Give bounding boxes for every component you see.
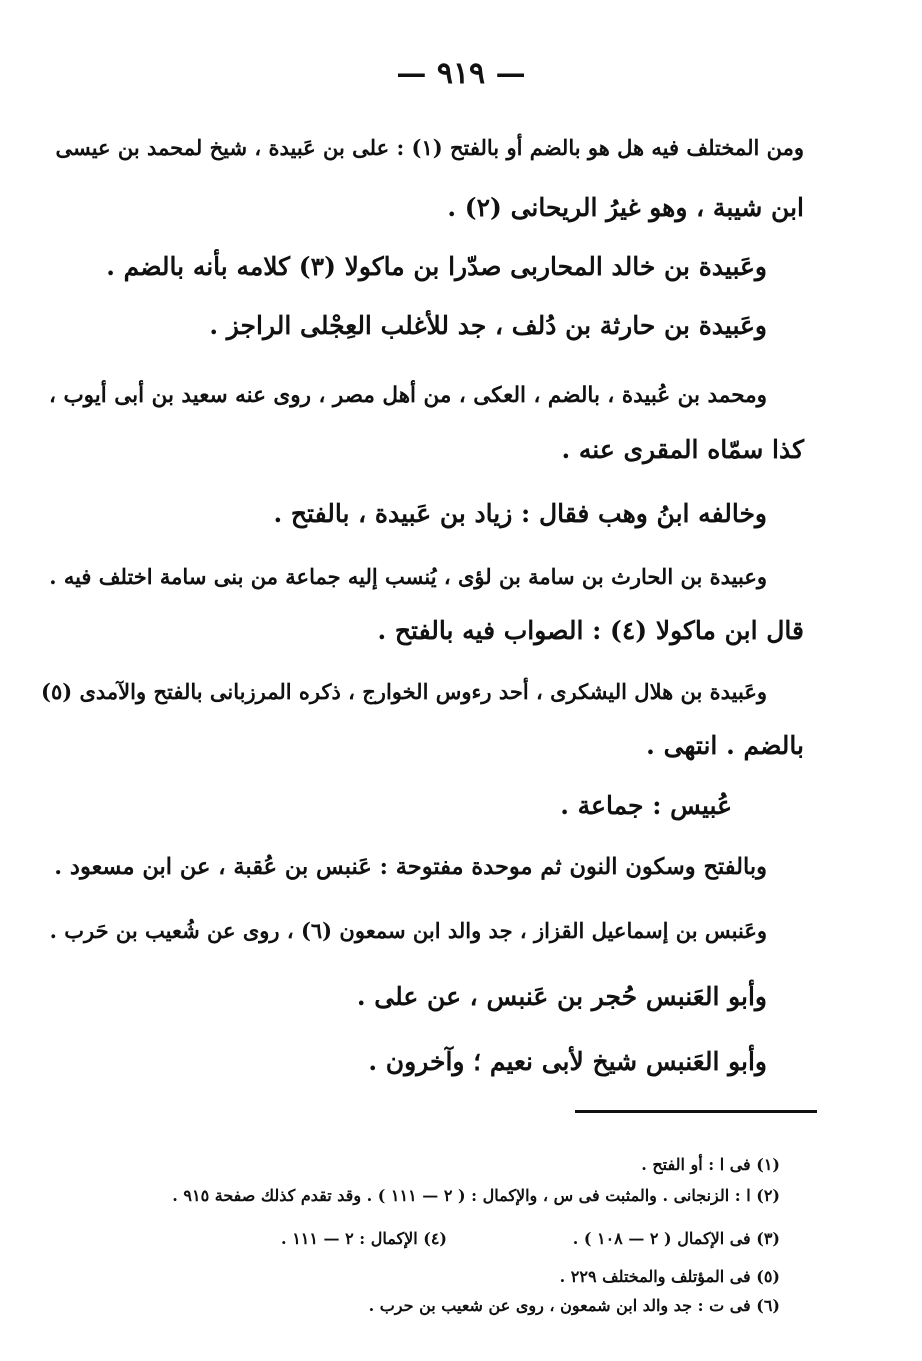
text-line: قال ابن ماكولا (٤) : الصواب فيه بالفتح . (377, 616, 804, 645)
text-line: عُبيس : جماعة . (560, 791, 732, 820)
text-line: وعَنبس بن إسماعيل القزاز ، جد والد ابن سمعون (٦) ، روى عن شُعيب بن حَرب . (49, 918, 767, 943)
footnote: (٤) الإكمال : ٢ — ١١١ . (281, 1229, 447, 1248)
text-line: وبالفتح وسكون النون ثم موحدة مفتوحة : عَنبس بن عُقبة ، عن ابن مسعود . (54, 854, 767, 880)
text-line: وأبو العَنبس شيخ لأبى نعيم ؛ وآخرون . (368, 1047, 767, 1076)
text-line: كذا سمّاه المقرى عنه . (561, 435, 804, 464)
text-line: بالضم . انتهى . (646, 731, 804, 760)
text-line: وعَبيدة بن حارثة بن دُلف ، جد للأغلب العِجْلى الراجز . (209, 311, 767, 340)
text-line: وأبو العَنبس حُجر بن عَنبس ، عن على . (356, 982, 767, 1011)
footnote: (٥) فى المؤتلف والمختلف ٢٢٩ . (559, 1267, 780, 1286)
footnote-separator (575, 1110, 817, 1113)
footnote: (١) فى ا : أو الفتح . (641, 1155, 780, 1174)
text-line: ابن شيبة ، وهو غيرُ الريحانى (٢) . (447, 193, 804, 222)
footnote: (٦) فى ت : جد والد ابن شمعون ، روى عن شعيب بن حرب . (368, 1296, 780, 1315)
text-line: وخالفه ابنُ وهب فقال : زياد بن عَبيدة ، بالفتح . (273, 499, 767, 528)
text-line: وعَبيدة بن خالد المحاربى صدّرا بن ماكولا (٣) كلامه بأنه بالضم . (106, 252, 767, 281)
page-number: — ٩١٩ — (396, 56, 526, 91)
footnote: (٢) ا : الزنجانى . والمثبت فى س ، والإكمال : ( ٢ — ١١١ ) . وقد تقدم كذلك صفحة ٩١٥ . (172, 1186, 780, 1205)
text-line: ومن المختلف فيه هل هو بالضم أو بالفتح (١) : على بن عَبيدة ، شيخ لمحمد بن عيسى (55, 135, 804, 160)
text-line: وعبيدة بن الحارث بن سامة بن لؤى ، يُنسب إليه جماعة من بنى سامة اختلف فيه . (49, 564, 767, 589)
text-line: ومحمد بن عُبيدة ، بالضم ، العكى ، من أهل مصر ، روى عنه سعيد بن أبى أيوب ، (49, 383, 767, 408)
text-line: وعَبيدة بن هلال اليشكرى ، أحد رءوس الخوارج ، ذكره المرزبانى بالفتح والآمدى (٥) (41, 679, 767, 704)
footnote: (٣) فى الإكمال ( ٢ — ١٠٨ ) . (572, 1229, 780, 1248)
